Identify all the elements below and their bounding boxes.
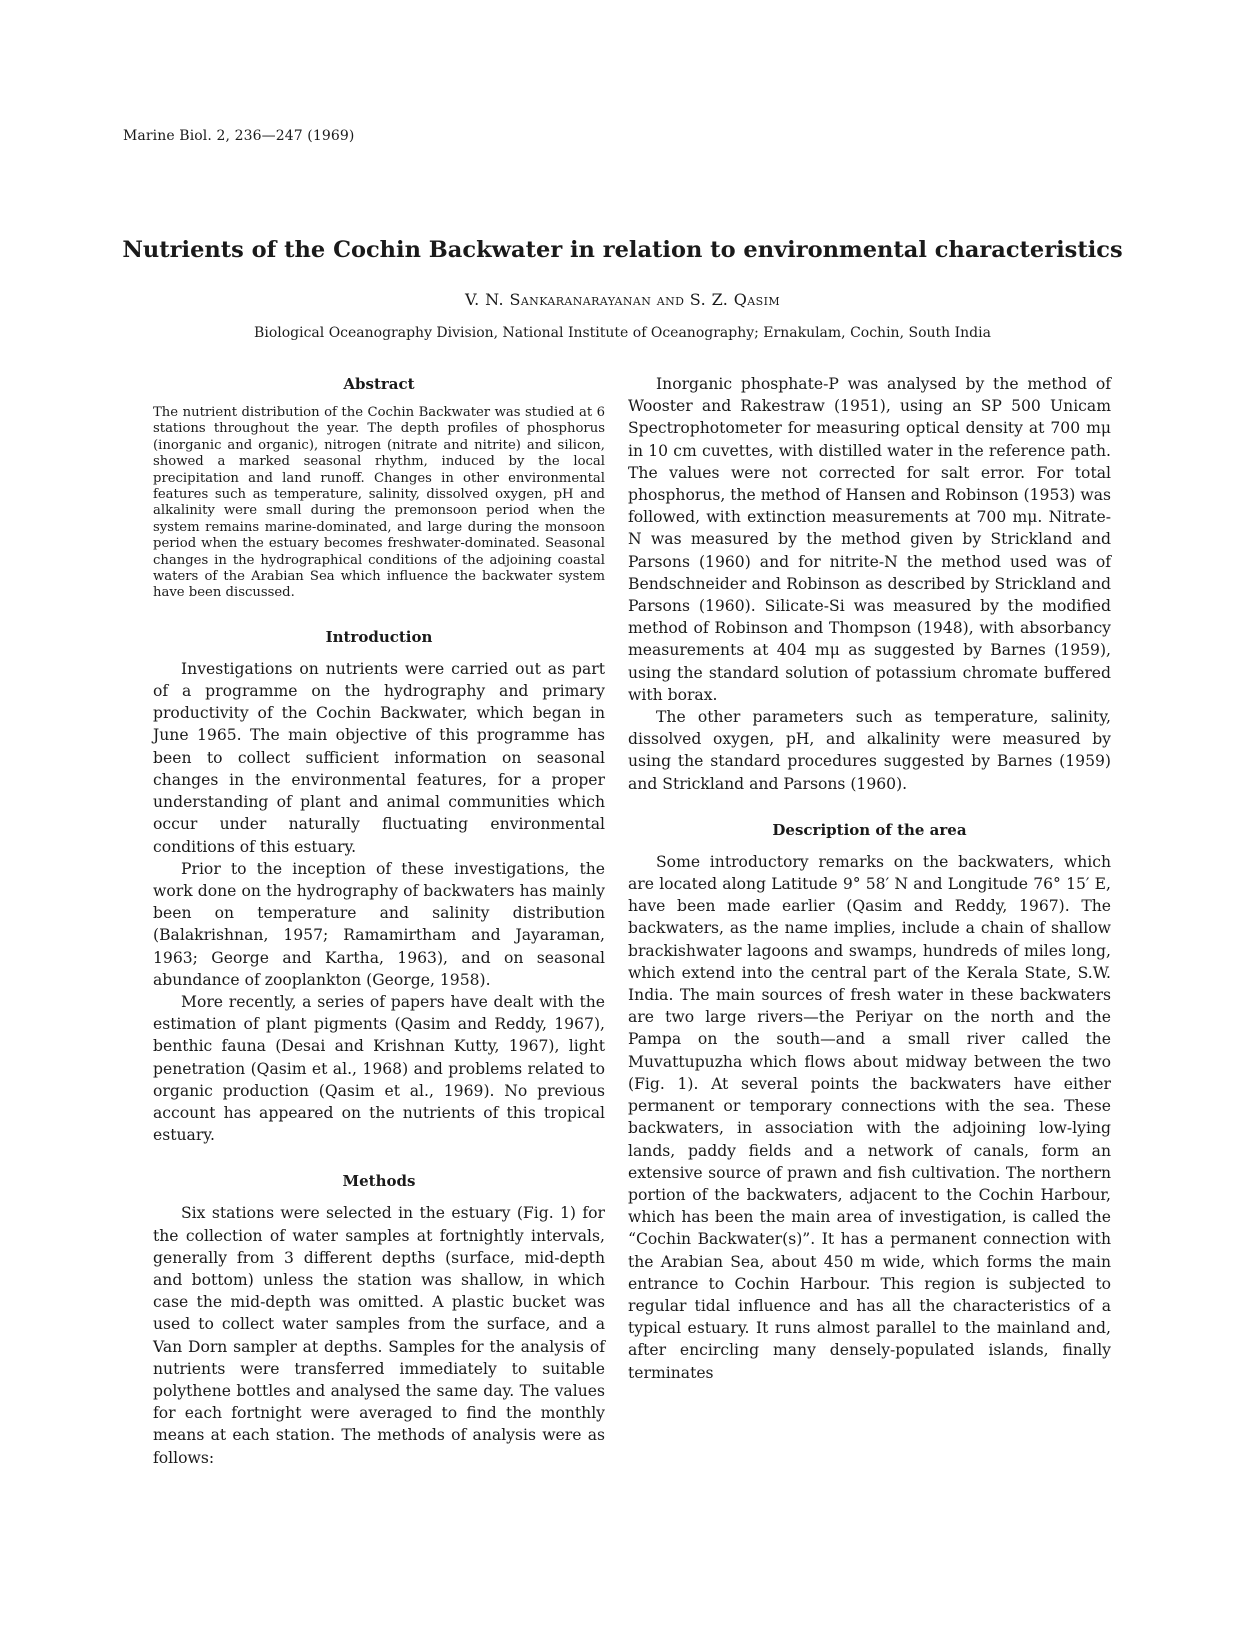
methods-paragraph: Six stations were selected in the estuary (Fig. 1) for the collection of water samples at fortnightly intervals, generally from 3 different depths (surface, mid-depth and bottom) unless the station was shallow, in which case the mid-depth was omitted. A plastic bucket was used to collect water samples from the surface, and a Van Dorn sampler at depths. Samples for the analysis of nutrients were transferred immediately to suitable polythene bottles and analysed the same day. The values for each fortnight were averaged to find the monthly means at each station. The methods of analysis were as follows: bbox=[153, 1204, 605, 1467]
abstract-heading: Abstract bbox=[343, 375, 415, 393]
area-paragraph: Some introductory remarks on the backwaters, which are located along Latitude 9° 58′ N and Longitude 76° 15′ E, have been made earlier (Qasim and Reddy, 1967). The backwaters, as the name implies, include a chain of shallow brackishwater lagoons and swamps, hundreds of miles long, which extend into the central part of the Kerala State, S.W. India. The main sources of fresh water in these backwaters are two large rivers—the Periyar on the north and the Pampa on the south—and a small river called the Muvattupuzha which flows about midway between the two (Fig. 1). At several points the backwaters have either permanent or temporary connections with the sea. These backwaters, in association with the adjoining low-lying lands, paddy fields and a network of canals, form an extensive source of prawn and fish cultivation. The northern portion of the backwaters, adjacent to the Cochin Harbour, which has been the main area of investigation, is called the “Cochin Backwater(s)”. It has a permanent connection with the Arabian Sea, about 450 m wide, which forms the main entrance to Cochin Harbour. This region is subjected to regular tidal influence and has all the characteristics of a typical estuary. It runs almost parallel to the mainland and, after encircling many densely-populated islands, finally terminates bbox=[628, 852, 1111, 1382]
introduction-paragraph: More recently, a series of papers have dealt with the estimation of plant pigments (Qasim and Reddy, 1967), benthic fauna (Desai and Krishnan Kutty, 1967), light penetration (Qasim et al., 1968) and problems related to organic production (Qasim et al., 1969). No previous account has appeared on the nutrients of this tropical estuary. bbox=[153, 992, 605, 1145]
journal-citation: Marine Biol. 2, 236—247 (1969) bbox=[123, 128, 355, 144]
paper-authors: V. N. Sankaranarayanan and S. Z. Qasim bbox=[465, 290, 780, 309]
paper-title: Nutrients of the Cochin Backwater in relation to environmental characteristics bbox=[122, 237, 1123, 263]
introduction-paragraph: Prior to the inception of these investigations, the work done on the hydrography of backwaters has mainly been on temperature and salinity distribution (Balakrishnan, 1957; Ramamirtham and Jayaraman, 1963; George and Kartha, 1963), and on seasonal abundance of zooplankton (George, 1958). bbox=[153, 859, 605, 989]
author-affiliation: Biological Oceanography Division, National Institute of Oceanography; Ernakulam, Cochin, South India bbox=[254, 325, 991, 341]
methods-paragraph: The other parameters such as temperature, salinity, dissolved oxygen, pH, and alkalinity were measured by using the standard procedures suggested by Barnes (1959) and Strickland and Parsons (1960). bbox=[628, 708, 1111, 793]
introduction-heading: Introduction bbox=[325, 627, 433, 646]
right-column bbox=[628, 373, 1111, 1384]
abstract-text: The nutrient distribution of the Cochin Backwater was studied at 6 stations throughout the year. The depth profiles of phosphorus (inorganic and organic), nitrogen (nitrate and nitrite) and silicon, showed a marked seasonal rhythm, induced by the local precipitation and land runoff. Changes in other environmental features such as temperature, salinity, dissolved oxygen, pH and alkalinity were small during the premonsoon period when the system remains marine-dominated, and large during the monsoon period when the estuary becomes freshwater-dominated. Seasonal changes in the hydrographical conditions of the adjoining coastal waters of the Arabian Sea which influence the backwater system have been discussed. bbox=[153, 405, 605, 601]
methods-paragraph: Inorganic phosphate-P was analysed by the method of Wooster and Rakestraw (1951), using an SP 500 Unicam Spectrophotometer for measuring optical density at 700 mμ in 10 cm cuvettes, with distilled water in the reference path. The values were not corrected for salt error. For total phosphorus, the method of Hansen and Robinson (1953) was followed, with extinction measurements at 700 mμ. Nitrate-N was measured by the method given by Strickland and Parsons (1960) and for nitrite-N the method used was of Bendschneider and Robinson as described by Strickland and Parsons (1960). Silicate-Si was measured by the modified method of Robinson and Thompson (1948), with absorbancy measurements at 404 mμ as suggested by Barnes (1959), using the standard solution of potassium chromate buffered with borax. bbox=[628, 375, 1111, 704]
left-column bbox=[153, 373, 605, 1469]
methods-heading: Methods bbox=[342, 1172, 416, 1191]
introduction-paragraph: Investigations on nutrients were carried out as part of a programme on the hydrography and primary productivity of the Cochin Backwater, which began in June 1965. The main objective of this programme has been to collect sufficient information on seasonal changes in the environmental features, for a proper understanding of plant and animal communities which occur under naturally fluctuating environmental conditions of this estuary. bbox=[153, 659, 605, 856]
area-heading: Description of the area bbox=[772, 820, 967, 839]
